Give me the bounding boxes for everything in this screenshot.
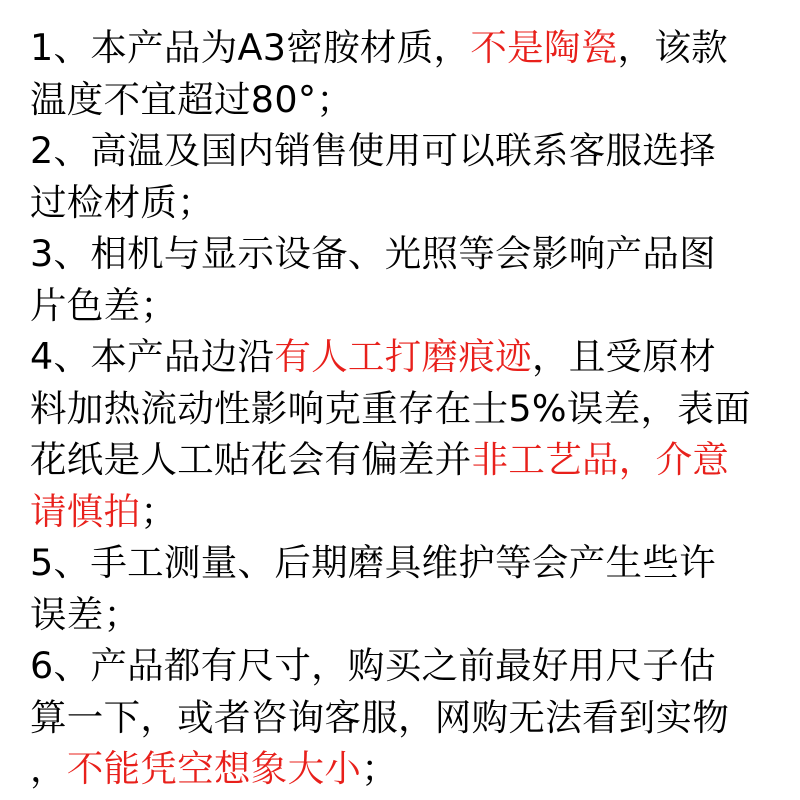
notice-line bbox=[30, 177, 780, 229]
notice-text: 片色差； bbox=[30, 283, 178, 327]
notice-line bbox=[30, 434, 780, 486]
notice-line bbox=[30, 743, 780, 795]
notice-line bbox=[30, 22, 780, 74]
notice-line bbox=[30, 74, 780, 126]
notice-line bbox=[30, 125, 780, 177]
notice-text: 过检材质； bbox=[30, 180, 214, 224]
notice-text: 误差； bbox=[30, 592, 141, 636]
notice-text: ，该款 bbox=[617, 26, 728, 69]
notice-line bbox=[30, 331, 780, 383]
highlighted-warning-text: 请慎拍 bbox=[30, 489, 141, 533]
notice-text: 2、高温及国内销售使用可以联系客服选择 bbox=[30, 129, 716, 172]
notice-text: 6、产品都有尺寸，购买之前最好用尺子估 bbox=[30, 644, 716, 687]
notice-text: 1、本产品为A3密胺材质， bbox=[30, 26, 471, 69]
notice-line bbox=[30, 640, 780, 692]
notice-text: 温度不宜超过80°； bbox=[30, 77, 354, 121]
notice-text: ，且受原材 bbox=[531, 335, 716, 378]
notice-text: ， bbox=[30, 747, 67, 790]
notice-text: 5、手工测量、后期磨具维护等会产生些许 bbox=[30, 541, 716, 584]
product-notice-text bbox=[30, 22, 780, 795]
highlighted-warning-text: 有人工打磨痕迹 bbox=[274, 335, 532, 378]
notice-text: 3、相机与显示设备、光照等会影响产品图 bbox=[30, 232, 716, 275]
notice-text: 料加热流动性影响克重存在士5%误差，表面 bbox=[30, 386, 751, 430]
notice-text: 4、本产品边沿 bbox=[30, 335, 275, 378]
notice-line bbox=[30, 692, 780, 744]
notice-line bbox=[30, 589, 780, 641]
notice-text: 花纸是人工贴花会有偏差并 bbox=[30, 438, 472, 481]
notice-line bbox=[30, 383, 780, 435]
highlighted-warning-text: 不能凭空想象大小 bbox=[66, 747, 362, 790]
notice-line bbox=[30, 486, 780, 538]
notice-text: ； bbox=[140, 489, 178, 533]
highlighted-warning-text: 不是陶瓷 bbox=[470, 26, 618, 69]
notice-line bbox=[30, 228, 780, 280]
highlighted-warning-text: 非工艺品，介意 bbox=[471, 438, 730, 481]
notice-line bbox=[30, 280, 780, 332]
notice-line bbox=[30, 537, 780, 589]
notice-text: ； bbox=[361, 747, 399, 790]
notice-text: 算一下，或者咨询客服，网购无法看到实物 bbox=[30, 695, 730, 739]
